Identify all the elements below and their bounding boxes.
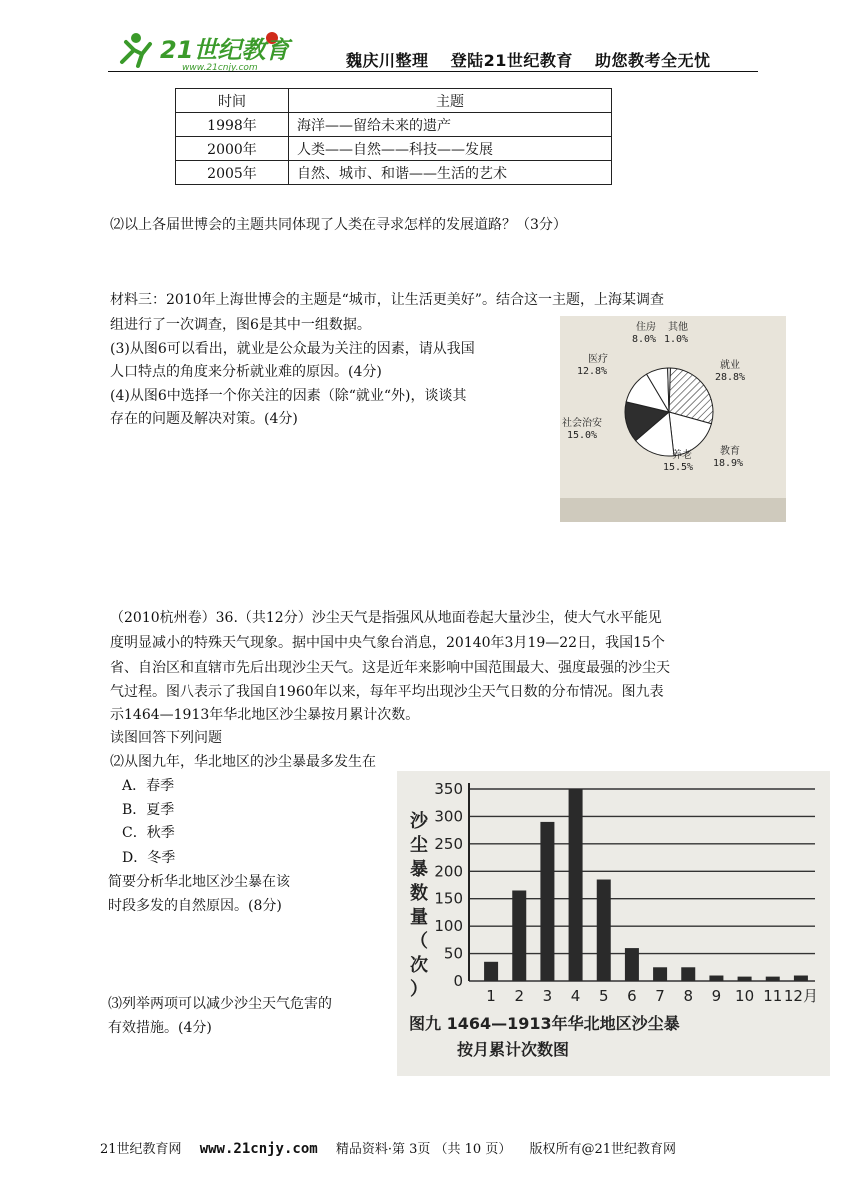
header-part-slogan: 助您教考全无忧 xyxy=(594,51,711,70)
q36-instruction: 读图回答下列问题 xyxy=(110,730,222,746)
bar-month-3 xyxy=(540,822,554,981)
x-tick-label: 4 xyxy=(570,987,581,1005)
question-2-text: ⑵以上各届世博会的主题共同体现了人类在寻求怎样的发展道路？（3分） xyxy=(110,217,567,233)
page-footer xyxy=(100,1138,690,1157)
bar-caption-line2: 按月累计次数图 xyxy=(457,1040,570,1059)
y-tick-label: 50 xyxy=(443,944,463,963)
logo-graphic xyxy=(112,28,322,72)
y-axis-label-char: 尘 xyxy=(410,835,428,856)
table-cell-theme: 海洋——留给未来的遗产 xyxy=(289,113,612,137)
pie-label: 其他 xyxy=(668,322,688,333)
table-row xyxy=(176,137,612,161)
pie-label: 就业 xyxy=(720,360,740,371)
header-part-author: 魏庆川整理 xyxy=(346,51,429,70)
x-tick-label: 1 xyxy=(486,987,496,1005)
bar-month-9 xyxy=(709,976,723,981)
x-tick-label: 2 xyxy=(514,987,525,1005)
runner-icon xyxy=(122,33,150,66)
pie-figure xyxy=(560,316,786,522)
pie-label: 医疗 xyxy=(588,354,608,365)
table-cell-year: 2000年 xyxy=(176,137,289,161)
bar-month-11 xyxy=(766,977,780,981)
question-4-line2: 存在的问题及解决对策。(4分) xyxy=(110,411,298,427)
y-tick-label: 250 xyxy=(434,834,463,853)
table-row xyxy=(176,161,612,185)
y-axis-label-char: 沙 xyxy=(410,811,428,832)
header-part-login: 登陆21世纪教育 xyxy=(450,51,573,70)
table-header-time: 时间 xyxy=(176,89,289,113)
q36-question-2: ⑵从图九年，华北地区的沙尘暴最多发生在 xyxy=(110,754,376,770)
y-tick-label: 150 xyxy=(434,889,463,908)
pie-value-label: 8.0% xyxy=(631,334,657,345)
expo-theme-table xyxy=(175,88,612,185)
pie-label: 养老 xyxy=(672,450,692,461)
q36-line2: 度明显减小的特殊天气现象。据中国中央气象台消息，20140年3月19—22日，我国15个 xyxy=(110,635,665,651)
pie-chart xyxy=(560,316,786,522)
y-tick-label: 350 xyxy=(434,780,463,798)
footer-site-link[interactable]: www.21cnjy.com xyxy=(199,1141,318,1157)
bar-month-7 xyxy=(653,967,667,981)
x-tick-label: 6 xyxy=(627,987,637,1005)
x-tick-label: 10 xyxy=(735,987,755,1005)
pie-value-label: 18.9% xyxy=(712,458,744,469)
logo-text: 21世纪教育 xyxy=(160,36,290,64)
y-tick-label: 200 xyxy=(434,862,463,881)
table-header-row xyxy=(176,89,612,113)
y-tick-label: 300 xyxy=(434,807,463,826)
y-axis-label-char: ） xyxy=(410,979,428,1000)
pie-label: 社会治安 xyxy=(562,418,602,429)
bar-month-10 xyxy=(738,977,752,981)
footer-copyright: 版权所有@21世纪教育网 xyxy=(529,1142,677,1157)
y-axis-label-char: 次 xyxy=(410,955,428,976)
pie-value-label: 28.8% xyxy=(714,372,746,383)
x-tick-label: 7 xyxy=(655,987,665,1005)
q36-question-3-line2: 有效措施。(4分) xyxy=(108,1020,212,1036)
pie-value-label: 1.0% xyxy=(663,334,689,345)
q36-line4: 气过程。图八表示了我国自1960年以来，每年平均出现沙尘天气日数的分布情况。图九表 xyxy=(110,684,664,700)
x-tick-label: 11 xyxy=(763,987,783,1005)
y-tick-label: 100 xyxy=(434,917,463,936)
x-tick-label: 12月 xyxy=(783,987,818,1005)
q36-q2-follow-line1: 简要分析华北地区沙尘暴在该 xyxy=(108,874,290,890)
table-cell-year: 1998年 xyxy=(176,113,289,137)
x-tick-label: 8 xyxy=(683,987,694,1005)
y-tick-label: 0 xyxy=(453,972,463,990)
pie-value-label: 15.5% xyxy=(662,462,694,473)
q36-line3: 省、自治区和直辖市先后出现沙尘天气。这是近年来影响中国范围最大、强度最强的沙尘天 xyxy=(110,660,670,676)
y-axis-label-char: （ xyxy=(410,931,428,952)
bar-chart xyxy=(397,771,830,1076)
bar-month-5 xyxy=(597,880,611,981)
q36-q2-follow-line2: 时段多发的自然原因。(8分) xyxy=(108,898,282,914)
header-slogan xyxy=(346,48,710,71)
bar-month-2 xyxy=(512,890,526,981)
table-row xyxy=(176,113,612,137)
footer-page-number: 精品资料·第 3页 （共 10 页） xyxy=(335,1142,512,1157)
pie-caption-band xyxy=(560,498,786,522)
y-axis-label-char: 量 xyxy=(410,907,428,928)
q36-question-3-line1: ⑶列举两项可以减少沙尘天气危害的 xyxy=(108,996,332,1012)
q36-line5: 示1464—1913年华北地区沙尘暴按月累计次数。 xyxy=(110,707,420,723)
y-axis-label-char: 暴 xyxy=(410,859,428,880)
option-d: D．冬季 xyxy=(122,850,176,866)
header-divider xyxy=(108,71,758,72)
option-b: B．夏季 xyxy=(122,802,175,818)
q36-line1: （2010杭州卷）36.（共12分）沙尘天气是指强风从地面卷起大量沙尘，使大气水平能见 xyxy=(110,610,662,626)
question-3-line1: (3)从图6可以看出，就业是公众最为关注的因素，请从我国 xyxy=(110,341,475,357)
question-3-line2: 人口特点的角度来分析就业难的原因。(4分) xyxy=(110,364,382,380)
table-cell-year: 2005年 xyxy=(176,161,289,185)
y-axis-label-char: 数 xyxy=(410,883,428,904)
bar-month-12 xyxy=(794,976,808,981)
bar-month-6 xyxy=(625,948,639,981)
x-tick-label: 9 xyxy=(711,987,722,1005)
bar-month-1 xyxy=(484,962,498,981)
footer-brand: 21世纪教育网 xyxy=(100,1142,182,1157)
material3-line2: 组进行了一次调查，图6是其中一组数据。 xyxy=(110,317,371,333)
question-4-line1: (4)从图6中选择一个你关注的因素（除“就业“外)，谈谈其 xyxy=(110,388,467,404)
bar-month-8 xyxy=(681,967,695,981)
pie-label: 住房 xyxy=(636,322,656,333)
table-header-theme: 主题 xyxy=(289,89,612,113)
pie-value-label: 12.8% xyxy=(576,366,608,377)
logo-url: www.21cnjy.com xyxy=(182,63,258,72)
option-c: C．秋季 xyxy=(122,825,175,841)
bar-figure xyxy=(397,771,830,1076)
material3-line1: 材料三：2010年上海世博会的主题是“城市，让生活更美好”。结合这一主题，上海某调查 xyxy=(110,292,664,308)
table-cell-theme: 人类——自然——科技——发展 xyxy=(289,137,612,161)
option-a: A．春季 xyxy=(122,778,175,794)
table-cell-theme: 自然、城市、和谐——生活的艺术 xyxy=(289,161,612,185)
pie-label: 教育 xyxy=(720,446,740,457)
bar-month-4 xyxy=(569,789,583,981)
x-tick-label: 5 xyxy=(598,987,609,1005)
bar-caption-line1: 图九 1464—1913年华北地区沙尘暴 xyxy=(409,1014,680,1033)
pie-value-label: 15.0% xyxy=(566,430,598,441)
x-tick-label: 3 xyxy=(542,987,553,1005)
logo xyxy=(112,28,322,72)
